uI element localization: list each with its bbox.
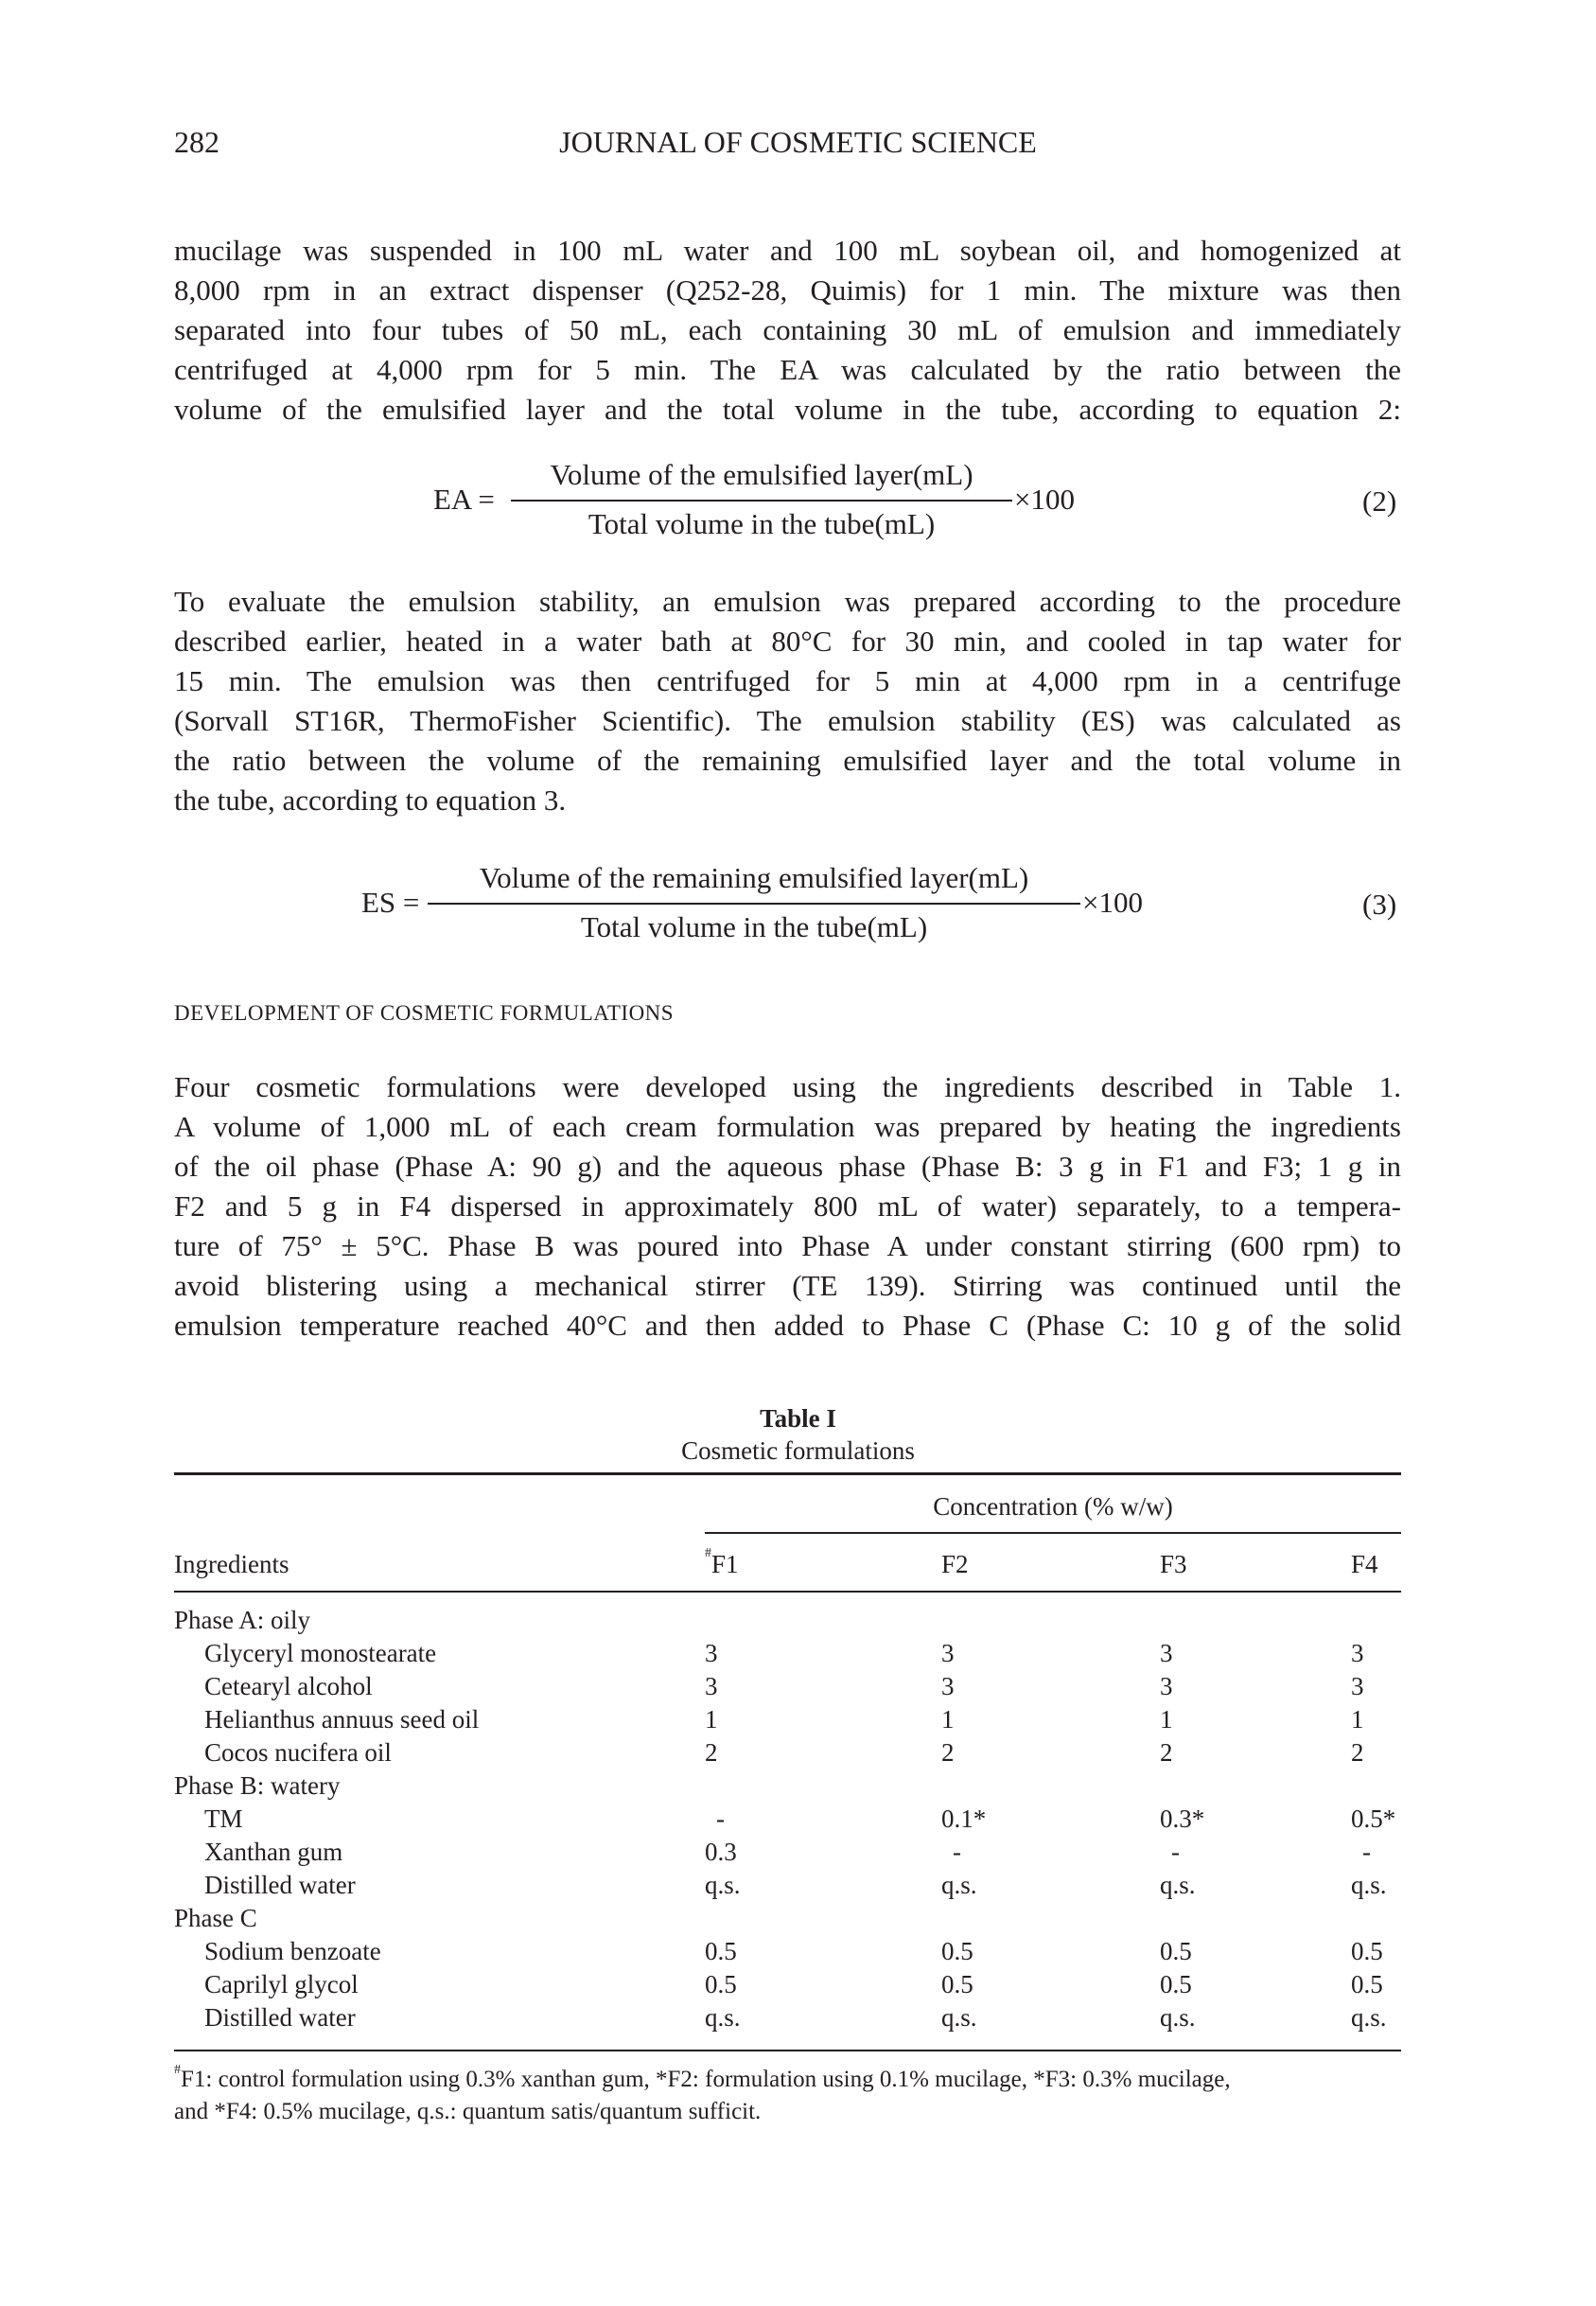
equation-number: (2) bbox=[1362, 484, 1397, 518]
table-cell-f1: - bbox=[716, 1804, 725, 1833]
text-line: the ratio between the volume of the remaining emulsified layer and the total volume in bbox=[174, 744, 1401, 777]
equation-numerator: Volume of the emulsified layer(mL) bbox=[550, 458, 973, 491]
row-label: Phase B: watery bbox=[174, 1771, 341, 1800]
table-cell-f4: 2 bbox=[1351, 1738, 1364, 1767]
table-cell-f4: 0.5 bbox=[1351, 1970, 1383, 1998]
equation-denominator: Total volume in the tube(mL) bbox=[588, 507, 936, 540]
equation-number: (3) bbox=[1362, 888, 1397, 921]
text-line: of the oil phase (Phase A: 90 g) and the aqueous phase (Phase B: 3 g in F1 and F3; 1 g in bbox=[174, 1150, 1401, 1183]
text-line: avoid blistering using a mechanical stirrer (TE 139). Stirring was continued until the bbox=[174, 1269, 1401, 1302]
fraction-bar bbox=[428, 903, 1080, 905]
text-line: centrifuged at 4,000 rpm for 5 min. The EA was calculated by the ratio between the bbox=[174, 353, 1401, 386]
equation-numerator: Volume of the remaining emulsified layer(mL) bbox=[479, 861, 1029, 894]
section-heading: DEVELOPMENT OF COSMETIC FORMULATIONS bbox=[174, 1001, 675, 1025]
header-rule bbox=[174, 1591, 1401, 1593]
table-subtitle: Cosmetic formulations bbox=[681, 1436, 915, 1465]
row-label: Phase C bbox=[174, 1904, 257, 1932]
table-cell-f3: 3 bbox=[1160, 1672, 1173, 1700]
text-line: mucilage was suspended in 100 mL water and 100 mL soybean oil, and homogenized at bbox=[174, 234, 1401, 267]
table-cell-f1: q.s. bbox=[705, 1871, 741, 1899]
table-cell-f2: - bbox=[953, 1838, 961, 1866]
table-cell-f4: 0.5 bbox=[1351, 1937, 1383, 1965]
row-label: Helianthus annuus seed oil bbox=[204, 1705, 480, 1734]
text-line: A volume of 1,000 mL of each cream formulation was prepared by heating the ingredients bbox=[174, 1110, 1401, 1143]
column-header-f3: F3 bbox=[1160, 1550, 1187, 1578]
table-cell-f1: 3 bbox=[705, 1639, 718, 1667]
table-cell-f1: q.s. bbox=[705, 2003, 741, 2032]
table-cell-f3: 3 bbox=[1160, 1639, 1173, 1667]
table-cell-f2: 2 bbox=[941, 1738, 955, 1767]
row-label: Cocos nucifera oil bbox=[204, 1738, 392, 1767]
column-header-ingredients: Ingredients bbox=[174, 1550, 289, 1578]
text-line: 15 min. The emulsion was then centrifuged for 5 min at 4,000 rpm in a centrifuge bbox=[174, 664, 1401, 697]
table-cell-f1: 0.5 bbox=[705, 1937, 737, 1965]
table-cell-f1: 2 bbox=[705, 1738, 718, 1767]
table-cell-f2: 1 bbox=[941, 1705, 955, 1734]
table-cell-f3: q.s. bbox=[1160, 1871, 1196, 1899]
running-header: JOURNAL OF COSMETIC SCIENCE bbox=[559, 125, 1037, 159]
table-cell-f3: 2 bbox=[1160, 1738, 1173, 1767]
column-header-f2: F2 bbox=[941, 1550, 969, 1578]
table-cell-f4: - bbox=[1362, 1838, 1371, 1866]
text-line: 8,000 rpm in an extract dispenser (Q252-28, Quimis) for 1 min. The mixture was then bbox=[174, 273, 1401, 307]
equation-lhs: EA = bbox=[433, 483, 495, 516]
table-cell-f4: 1 bbox=[1351, 1705, 1364, 1734]
column-header-f1 bbox=[705, 1546, 739, 1579]
table-cell-f1: 0.3 bbox=[705, 1838, 737, 1866]
row-label: Xanthan gum bbox=[204, 1838, 343, 1866]
row-label: TM bbox=[204, 1804, 243, 1833]
equation-factor: ×100 bbox=[1014, 483, 1075, 516]
text-line: separated into four tubes of 50 mL, each containing 30 mL of emulsion and immediately bbox=[174, 313, 1401, 346]
column-header-f4: F4 bbox=[1351, 1550, 1378, 1578]
row-label: Distilled water bbox=[204, 2003, 356, 2032]
table-cell-f4: q.s. bbox=[1351, 1871, 1387, 1899]
footnote-mark: # bbox=[174, 2063, 181, 2077]
equation-factor: ×100 bbox=[1082, 886, 1143, 919]
row-label: Phase A: oily bbox=[174, 1606, 311, 1634]
fraction-bar bbox=[511, 500, 1012, 502]
table-top-rule bbox=[174, 1472, 1401, 1475]
table-cell-f2: 0.5 bbox=[941, 1937, 973, 1965]
table-cell-f2: 3 bbox=[941, 1639, 955, 1667]
table-cell-f2: q.s. bbox=[941, 2003, 977, 2032]
table-cell-f3: 0.5 bbox=[1160, 1970, 1192, 1998]
group-header: Concentration (% w/w) bbox=[933, 1492, 1173, 1521]
table-cell-f4: q.s. bbox=[1351, 2003, 1387, 2032]
table-cell-f1: 0.5 bbox=[705, 1970, 737, 1998]
row-label: Cetearyl alcohol bbox=[204, 1672, 373, 1700]
table-cell-f4: 0.5* bbox=[1351, 1804, 1396, 1833]
table-cell-f1: 3 bbox=[705, 1672, 718, 1700]
equation-denominator: Total volume in the tube(mL) bbox=[580, 910, 928, 943]
table-cell-f3: q.s. bbox=[1160, 2003, 1196, 2032]
table-bottom-rule bbox=[174, 2050, 1401, 2051]
text-line: emulsion temperature reached 40°C and then added to Phase C (Phase C: 10 g of the solid bbox=[174, 1309, 1401, 1342]
table-footnote: and *F4: 0.5% mucilage, q.s.: quantum satis/quantum sufficit. bbox=[174, 2099, 762, 2124]
table-cell-f1: 1 bbox=[705, 1705, 718, 1734]
group-rule bbox=[705, 1532, 1401, 1534]
table-cell-f3: 0.3* bbox=[1160, 1804, 1205, 1833]
table-cell-f2: 3 bbox=[941, 1672, 955, 1700]
table-cell-f4: 3 bbox=[1351, 1672, 1364, 1700]
footnote-mark: # bbox=[705, 1546, 711, 1560]
table-cell-f4: 3 bbox=[1351, 1639, 1364, 1667]
row-label: Distilled water bbox=[204, 1871, 356, 1899]
column-label: F1 bbox=[711, 1550, 739, 1578]
text-line: ture of 75° ± 5°C. Phase B was poured into Phase A under constant stirring (600 rpm) to bbox=[174, 1229, 1401, 1262]
text-line: Four cosmetic formulations were developed using the ingredients described in Table 1. bbox=[174, 1070, 1401, 1103]
page-number: 282 bbox=[174, 125, 219, 159]
equation-lhs: ES = bbox=[361, 886, 420, 919]
table-footnote bbox=[174, 2063, 1231, 2093]
text-line: described earlier, heated in a water bath at 80°C for 30 min, and cooled in tap water for bbox=[174, 625, 1401, 658]
text-line: F2 and 5 g in F4 dispersed in approximately 800 mL of water) separately, to a tempera- bbox=[174, 1189, 1401, 1223]
text-line: volume of the emulsified layer and the total volume in the tube, according to equation 2: bbox=[174, 393, 1401, 426]
table-cell-f2: 0.1* bbox=[941, 1804, 987, 1833]
row-label: Glyceryl monostearate bbox=[204, 1639, 437, 1667]
table-cell-f3: - bbox=[1171, 1838, 1180, 1866]
table-cell-f3: 0.5 bbox=[1160, 1937, 1192, 1965]
text-line: the tube, according to equation 3. bbox=[174, 783, 567, 817]
text-line: To evaluate the emulsion stability, an emulsion was prepared according to the procedure bbox=[174, 585, 1401, 618]
row-label: Sodium benzoate bbox=[204, 1937, 381, 1965]
table-title: Table I bbox=[760, 1404, 836, 1433]
text-line: (Sorvall ST16R, ThermoFisher Scientific). The emulsion stability (ES) was calculated as bbox=[174, 704, 1401, 737]
footnote-line: F1: control formulation using 0.3% xanthan gum, *F2: formulation using 0.1% mucilage, *F3: 0.3% mucilage, bbox=[181, 2067, 1231, 2092]
table-cell-f2: 0.5 bbox=[941, 1970, 973, 1998]
table-cell-f3: 1 bbox=[1160, 1705, 1173, 1734]
table-cell-f2: q.s. bbox=[941, 1871, 977, 1899]
row-label: Caprilyl glycol bbox=[204, 1970, 359, 1998]
